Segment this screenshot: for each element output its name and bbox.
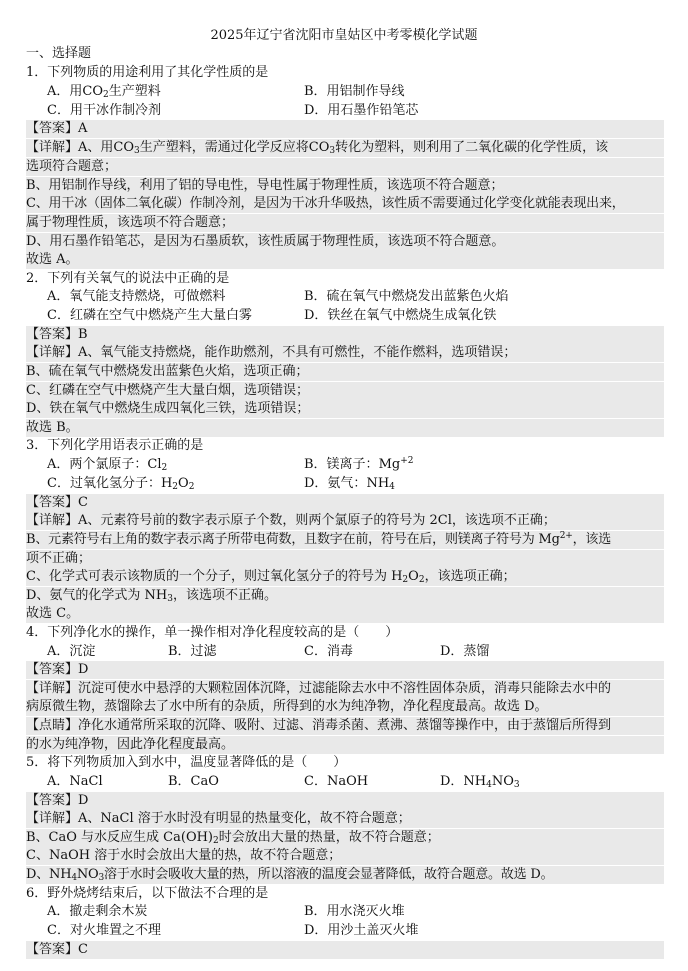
q2-detail-line-3: C、红磷在空气中燃烧产生大量白烟，选项错误； [26, 382, 664, 400]
q4-option-d: D．蒸馏 [440, 644, 490, 659]
q1-option-b: B．用铝制作导线 [304, 84, 405, 99]
q6-option-b: B．用水浇灭火堆 [304, 904, 405, 919]
q2-detail-line-2: B、硫在氧气中燃烧发出蓝紫色火焰，选项正确； [26, 363, 664, 381]
q3-option-c: C．过氧化氢分子：$H_2O_2$ [47, 476, 195, 492]
q1-detail-line-4: C、用干冰（固体二氧化碳）作制冷剂，是因为干冰升华吸热，该性质不需要通过化学变化就能表现出来， [26, 195, 664, 213]
q1-option-d: D．用石墨作铅笔芯 [304, 103, 419, 118]
q6-answer: 【答案】C [26, 941, 664, 959]
q5-option-a: A．NaCl [47, 774, 103, 789]
q5-detail-line-1: 【详解】A、NaCl 溶于水时没有明显的热量变化，故不符合题意； [26, 810, 664, 828]
question-3-stem: 3．下列化学用语表示正确的是 [26, 438, 204, 453]
q3-option-d: D．氨气：$NH_4$ [304, 476, 395, 492]
q2-answer: 【答案】B [26, 326, 664, 344]
q3-detail-line-3: 项不正确； [26, 550, 664, 568]
q4-detail-line-1: 【详解】沉淀可使水中悬浮的大颗粒固体沉降，过滤能除去水中不溶性固体杂质，消毒只能除去水中的 [26, 680, 664, 698]
q6-option-c: C．对火堆置之不理 [47, 923, 161, 938]
q3-answer: 【答案】C [26, 494, 664, 512]
q1-option-a: A．用$CO_2$生产塑料 [47, 84, 161, 100]
q1-detail-line-6: D、用石墨作铅笔芯，是因为石墨质软，该性质属于物理性质，该选项不符合题意。 [26, 233, 664, 251]
q2-option-b: B．硫在氧气中燃烧发出蓝紫色火焰 [304, 289, 509, 304]
q2-detail-line-4: D、铁在氧气中燃烧生成四氧化三铁，选项错误； [26, 400, 664, 418]
q1-detail-line-7: 故选 A。 [26, 251, 664, 269]
q3-detail-line-6: 故选 C。 [26, 605, 664, 623]
q3-detail-line-5: D、氨气的化学式为 $NH_3$，该选项不正确。 [26, 587, 664, 605]
question-6-stem: 6．野外烧烤结束后，以下做法不合理的是 [26, 886, 269, 901]
q1-detail-line-5: 属于物理性质，该选项不符合题意； [26, 214, 664, 232]
q6-option-d: D．用沙土盖灭火堆 [304, 923, 419, 938]
question-2-stem: 2．下列有关氧气的说法中正确的是 [26, 271, 230, 286]
page-title: 2025年辽宁省沈阳市皇姑区中考零模化学试题 [210, 28, 478, 43]
q3-option-b: B．镁离子：$Mg^{+2}$ [304, 456, 414, 472]
q3-detail-line-2: B、元素符号右上角的数字表示离子所带电荷数，且数字在前，符号在后，则镁离子符号为 $Mg^{2+}$，该选 [26, 531, 664, 549]
q5-option-d: D．$NH_4NO_3$ [440, 774, 520, 790]
q5-option-b: B．CaO [168, 774, 219, 789]
q3-detail-line-1: 【详解】A、元素符号前的数字表示原子个数，则两个氯原子的符号为 2Cl，该选项不正确； [26, 512, 664, 530]
q2-option-d: D．铁丝在氧气中燃烧生成氧化铁 [304, 308, 497, 323]
q1-detail-line-2: 选项符合题意； [26, 158, 664, 176]
q4-point-line-1: 【点睛】净化水通常所采取的沉降、吸附、过滤、消毒杀菌、煮沸、蒸馏等操作中，由于蒸馏后所得到 [26, 717, 664, 735]
q5-option-c: C．NaOH [304, 774, 369, 789]
q2-option-c: C．红磷在空气中燃烧产生大量白雾 [47, 308, 252, 323]
q1-option-c: C．用干冰作制冷剂 [47, 103, 161, 118]
q3-detail-line-4: C、化学式可表示该物质的一个分子，则过氧化氢分子的符号为 $H_2O_2$，该选项正确； [26, 568, 664, 586]
q1-detail-line-1: 【详解】A、用$CO_3$生产塑料，需通过化学反应将$CO_3$转化为塑料，则利用了二氧化碳的化学性质，该 [26, 139, 664, 157]
question-1-stem: 1．下列物质的用途利用了其化学性质的是 [26, 65, 269, 80]
section-heading: 一、选择题 [26, 46, 92, 61]
q5-answer: 【答案】D [26, 792, 664, 810]
question-4-stem: 4．下列净化水的操作，单一操作相对净化程度较高的是（ ） [26, 625, 399, 640]
q6-option-a: A．撤走剩余木炭 [47, 904, 148, 919]
q4-option-b: B．过滤 [168, 644, 217, 659]
q4-answer: 【答案】D [26, 661, 664, 679]
q1-answer: 【答案】A [26, 120, 664, 138]
q5-detail-line-3: C、NaOH 溶于水时会放出大量的热，故不符合题意； [26, 847, 664, 865]
q4-point-line-2: 的水为纯净物，因此净化程度最高。 [26, 736, 664, 754]
q3-option-a: A．两个氯原子：$Cl_2$ [47, 457, 168, 473]
q2-detail-line-5: 故选 B。 [26, 419, 664, 437]
q2-detail-line-1: 【详解】A、氧气能支持燃烧，能作助燃剂，不具有可燃性，不能作燃料，选项错误； [26, 344, 664, 362]
q4-option-a: A．沉淀 [47, 644, 96, 659]
q2-option-a: A．氧气能支持燃烧，可做燃料 [47, 289, 226, 304]
q5-detail-line-2: B、CaO 与水反应生成 $Ca(OH)_2$时会放出大量的热量，故不符合题意； [26, 829, 664, 847]
q1-detail-line-3: B、用铝制作导线，利用了铝的导电性，导电性属于物理性质，该选项不符合题意； [26, 177, 664, 195]
question-5-stem: 5．将下列物质加入到水中，温度显著降低的是（ ） [26, 755, 347, 770]
q4-option-c: C．消毒 [304, 644, 353, 659]
q4-detail-line-2: 病原微生物，蒸馏除去了水中所有的杂质，所得到的水为纯净物，净化程度最高。故选 D。 [26, 698, 664, 716]
q5-detail-line-4: D、$NH_4NO_3$溶于水时会吸收大量的热，所以溶液的温度会显著降低，故符合题意。故选 D。 [26, 866, 664, 884]
